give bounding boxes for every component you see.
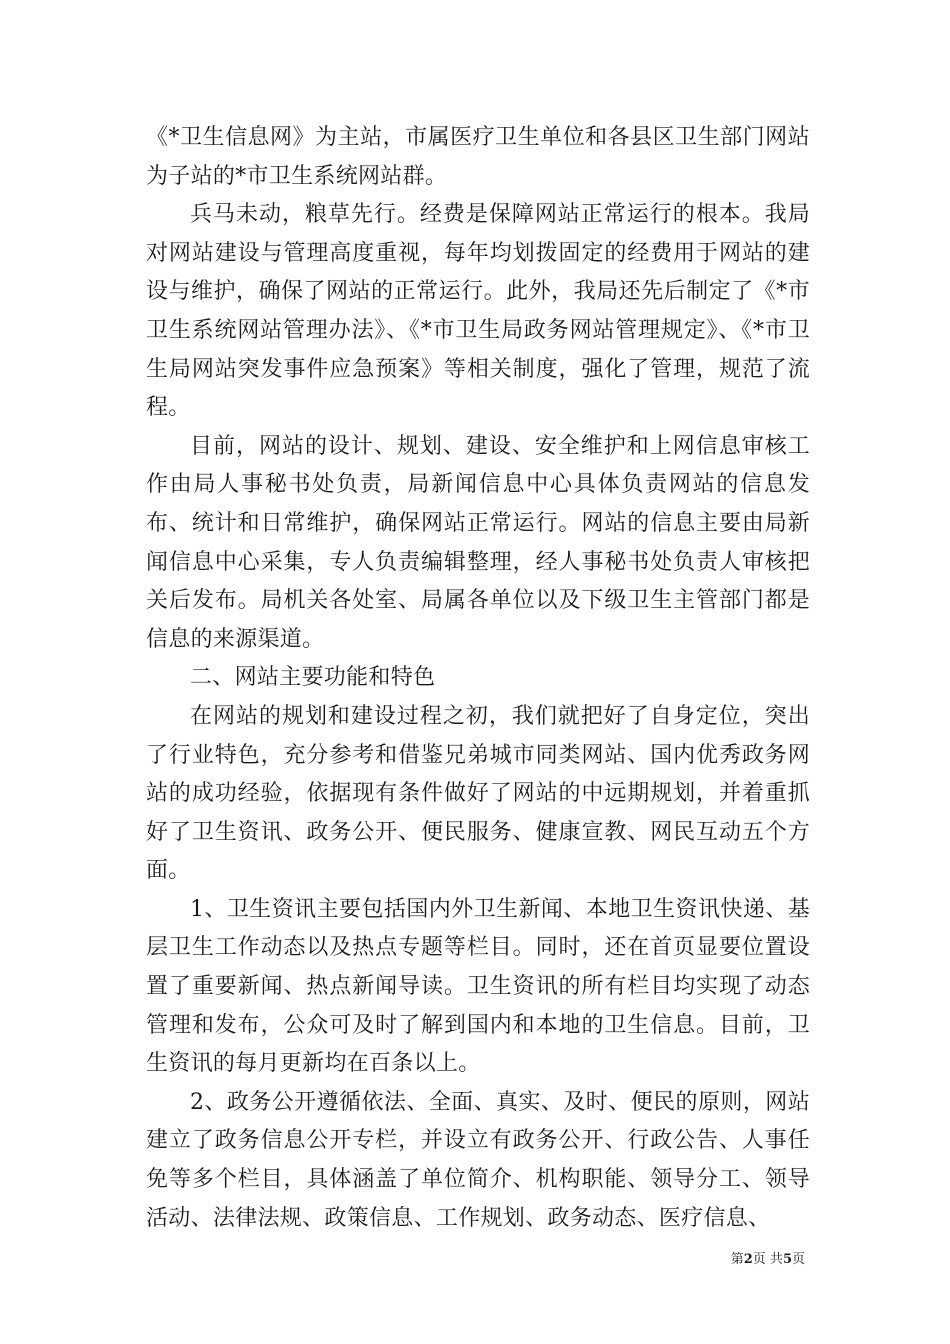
footer-total-pages: 5 xyxy=(782,1252,792,1267)
footer-current-page: 2 xyxy=(743,1252,753,1267)
paragraph-4: 在网站的规划和建设过程之初，我们就把好了自身定位，突出了行业特色，充分参考和借鉴兄弟城市同类网站、国内优秀政务网站的成功经验，依据现有条件做好了网站的中远期规划，并着重抓好了卫生资讯、政务公开、便民服务、健康宣教、网民互动五个方面。 xyxy=(146,703,810,884)
paragraph-2: 兵马未动，粮草先行。经费是保障网站正常运行的根本。我局对网站建设与管理高度重视，每年均划拨固定的经费用于网站的建设与维护，确保了网站的正常运行。此外，我局还先后制定了《*市卫生系统网站管理办法》、《*市卫生局政务网站管理规定》、《*市卫生局网站突发事件应急预案》等相关制度，强化了管理，规范了流程。 xyxy=(146,202,810,421)
page-footer xyxy=(731,1248,805,1267)
footer-suffix: 页 xyxy=(791,1252,805,1267)
footer-middle: 页 共 xyxy=(752,1252,783,1267)
footer-prefix: 第 xyxy=(730,1252,744,1267)
paragraph-1: 《*卫生信息网》为主站，市属医疗卫生单位和各县区卫生部门网站为子站的*市卫生系统网站群。 xyxy=(146,125,810,189)
paragraph-6: 2、政务公开遵循依法、全面、真实、及时、便民的原则，网站建立了政务信息公开专栏，并设立有政务公开、行政公告、人事任免等多个栏目，具体涵盖了单位简介、机构职能、领导分工、领导活动、法律法规、政策信息、工作规划、政务动态、医疗信息、 xyxy=(146,1089,810,1231)
paragraph-5: 1、卫生资讯主要包括国内外卫生新闻、本地卫生资讯快递、基层卫生工作动态以及热点专题等栏目。同时，还在首页显要位置设置了重要新闻、热点新闻导读。卫生资讯的所有栏目均实现了动态管理和发布，公众可及时了解到国内和本地的卫生信息。目前，卫生资讯的每月更新均在百条以上。 xyxy=(146,896,810,1077)
paragraph-3: 目前，网站的设计、规划、建设、安全维护和上网信息审核工作由局人事秘书处负责，局新闻信息中心具体负责网站的信息发布、统计和日常维护，确保网站正常运行。网站的信息主要由局新闻信息中心采集，专人负责编辑整理，经人事秘书处负责人审核把关后发布。局机关各处室、局属各单位以及下级卫生主管部门都是信息的来源渠道。 xyxy=(146,433,810,652)
section-heading: 二、网站主要功能和特色 xyxy=(190,665,436,691)
document-body xyxy=(146,119,810,1238)
